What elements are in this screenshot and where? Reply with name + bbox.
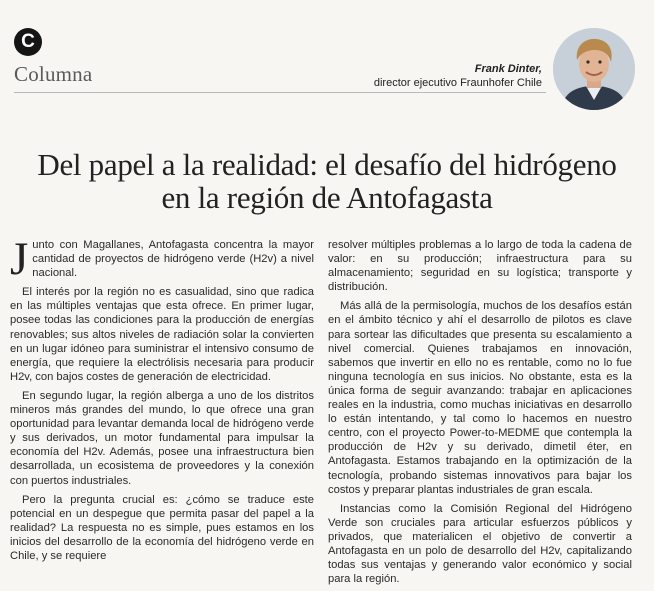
headline bbox=[14, 148, 640, 214]
article-paragraph bbox=[10, 233, 314, 285]
article-paragraph: En segundo lugar, la región alberga a uno de los distritos mineros más grandes del mundo, lo que ofrece una gran oportunidad para levantar demanda local de hidrógeno verde y sus derivados, un motor fundamental para impulsar la economía del H2v. Además, posee una infraestructura bien desarrollada, un ecosistema de proveedores y la conexión con puertos industriales. bbox=[10, 389, 314, 487]
headline-line-1: Del papel a la realidad: el desafío del hidrógeno bbox=[37, 147, 617, 182]
paragraph-text: unto con Magallanes, Antofagasta concentra la mayor cantidad de proyectos de hidrógeno verde (H2v) a nivel nacional. bbox=[32, 239, 314, 280]
author-title: director ejecutivo Fraunhofer Chile bbox=[373, 77, 542, 89]
author-name: Frank Dinter, bbox=[474, 63, 542, 75]
author-photo bbox=[553, 28, 635, 110]
article-paragraph: resolver múltiples problemas a lo largo de toda la cadena de valor: en su producción; infraestructura para su almacenamiento; seguridad en su logística; transporte y distribución. bbox=[328, 239, 632, 294]
article-column-left bbox=[10, 233, 314, 568]
column-badge: C bbox=[14, 28, 42, 56]
drop-cap: J bbox=[10, 233, 29, 285]
section-label: Columna bbox=[14, 62, 93, 86]
header-divider bbox=[14, 92, 546, 93]
article-column-right bbox=[328, 238, 632, 591]
headline-line-2: en la región de Antofagasta bbox=[161, 180, 493, 215]
article-paragraph: Más allá de la permisología, muchos de los desafíos están en el ámbito técnico y ahí el desarrollo de pilotos es clave para sortear las dificultades que presenta su escalamiento a nivel comercial. Quienes trabajamos en innovación, sabemos que invertir en ello no es rentable, como no lo fue ninguna tecnología en sus inicios. No obstante, esta es la única forma de seguir avanzando: trabajar en aplicaciones reales en la industria, como muchas iniciativas en desarrollo lo están intentando, y tal como lo hacemos en nuestro centro, con el proyecto Power-to-MEDME que contempla la producción de H2v y su derivado, dimetil éter, en Antofagasta. Estamos trabajando en la optimización de la tecnología, probando sistemas innovativos para bajar los costos y preparar plantas industriales de gran escala. bbox=[328, 300, 632, 496]
article-paragraph: Pero la pregunta crucial es: ¿cómo se traduce este potencial en un despegue que permita pasar del papel a la realidad? La respuesta no es simple, pues estamos en los inicios del desarrollo de la economía del hidrógeno verde en Chile, y se requiere bbox=[10, 493, 314, 562]
author-portrait-illustration bbox=[553, 28, 635, 110]
article-paragraph: Instancias como la Comisión Regional del Hidrógeno Verde son cruciales para articular esfuerzos públicos y privados, que materialicen el objetivo de convertir a Antofagasta en un polo de desarrollo del H2v, capitalizando todas sus ventajas y generando valor económico y social para la región. bbox=[328, 502, 632, 586]
author-byline bbox=[374, 62, 542, 90]
article-paragraph: El interés por la región no es casualidad, sino que radica en las múltiples ventajas que esta ofrece. En primer lugar, posee todas las condiciones para la producción de energías renovables; sus altos niveles de radiación solar la convierten en un lugar idóneo para suministrar el intensivo consumo de energía, que requiere la electrólisis necesaria para producir H2v, con bajos costes de generación de electricidad. bbox=[10, 286, 314, 383]
